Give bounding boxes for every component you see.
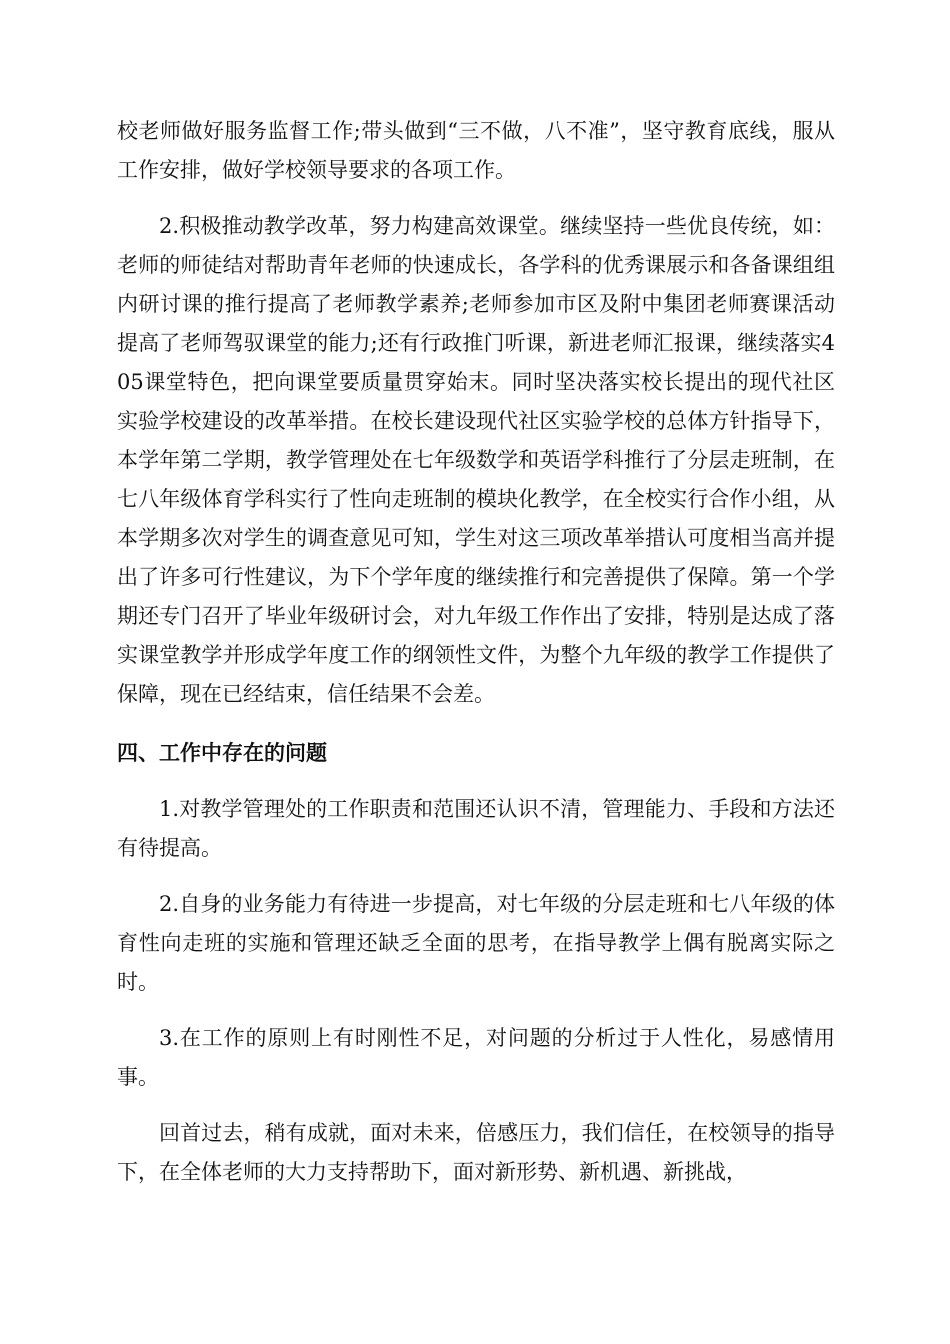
paragraph-continuation: 校老师做好服务监督工作;带头做到“三不做，八不准”，坚守教育底线，服从工作安排，做好学校领导要求的各项工作。 — [117, 119, 835, 182]
document-page — [117, 112, 835, 1192]
paragraph-problem-2: 2.自身的业务能力有待进一步提高，对七年级的分层走班和七八年级的体育性向走班的实施和管理还缺乏全面的思考，在指导教学上偶有脱离实际之时。 — [117, 892, 835, 994]
paragraph-problem-1: 1.对教学管理处的工作职责和范围还认识不清，管理能力、手段和方法还有待提高。 — [117, 797, 835, 860]
paragraph-conclusion: 回首过去，稍有成就，面对未来，倍感压力，我们信任，在校领导的指导下，在全体老师的大力支持帮助下，面对新形势、新机遇、新挑战， — [117, 1121, 835, 1184]
paragraph-problem-3: 3.在工作的原则上有时刚性不足，对问题的分析过于人性化，易感情用事。 — [117, 1026, 835, 1089]
section-heading-problems: 四、工作中存在的问题 — [117, 741, 327, 765]
paragraph-teaching-reform: 2.积极推动教学改革，努力构建高效课堂。继续坚持一些优良传统，如：老师的师徒结对帮助青年老师的快速成长，各学科的优秀课展示和各备课组组内研讨课的推行提高了老师教学素养;老师参加市区及附中集团老师赛课活动提高了老师驾驭课堂的能力;还有行政推门听课，新进老师汇报课，继续落实405课堂特色，把向课堂要质量贯穿始末。同时坚决落实校长提出的现代社区实验学校建设的改革举措。在校长建设现代社区实验学校的总体方针指导下，本学年第二学期，教学管理处在七年级数学和英语学科推行了分层走班制，在七八年级体育学科实行了性向走班制的模块化教学，在全校实行合作小组，从本学期多次对学生的调查意见可知，学生对这三项改革举措认可度相当高并提出了许多可行性建议，为下个学年度的继续推行和完善提供了保障。第一个学期还专门召开了毕业年级研讨会，对九年级工作作出了安排，特别是达成了落实课堂教学并形成学年度工作的纲领性文件，为整个九年级的教学工作提供了保障，现在已经结束，信任结果不会差。 — [117, 214, 835, 706]
